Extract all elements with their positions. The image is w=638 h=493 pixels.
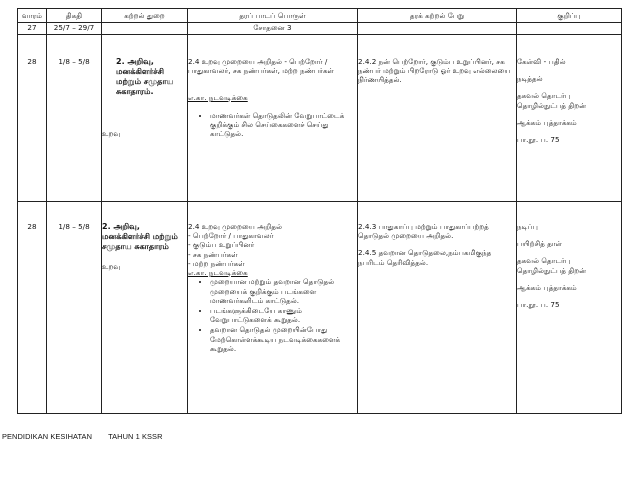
learning-area-title: 2. அறிவு, மனக்கிளர்ச்சி மற்றும் சமுதாய சுகாதாரம் — [102, 222, 178, 251]
week-cell: 28 — [18, 35, 47, 202]
content-item: - மற்ற நண்பர்கள் — [188, 258, 245, 268]
footer-year: TAHUN 1 KSSR — [108, 432, 163, 441]
header-week: வாரம் — [18, 9, 47, 23]
note-item: நடித்தல் — [517, 74, 543, 84]
header-date: திகதி — [47, 9, 102, 23]
notes-cell — [517, 202, 622, 414]
note-item: தகவல் தொடர்பு தொழில்நுட்பத் திறன் — [517, 91, 587, 110]
date-cell: 25/7 – 29/7 — [47, 23, 102, 35]
note-item: பா.நூ. ப. 75 — [517, 135, 560, 145]
date-cell: 1/8 – 5/8 — [47, 35, 102, 202]
note-item: பயிற்சித் தாள் — [517, 239, 563, 249]
activity-heading: எ.கா. நடவடிக்கை — [188, 93, 248, 103]
learning-outcome: 2.4.3 பாதுகாப்பு மற்றும் பாதுகாப்பற்றத் தொடுதல் முறையை அறிதல். — [358, 222, 489, 241]
row-week-27 — [18, 23, 622, 35]
activity-item: • தவறான தொடுதல் முறையின்போது மேற்கொள்ளக்கூடிய நடவடிக்கைகளைக் கூறுதல். — [210, 325, 357, 353]
week-cell: 28 — [18, 202, 47, 414]
learning-area-title: 2. அறிவு, மனக்கிளர்ச்சி மற்றும் சமுதாய சுகாதாரம். — [116, 57, 174, 96]
activity-heading: எ.கா. நடவடிக்கை — [188, 268, 248, 278]
note-item: ஆக்கம் புத்தாக்கம் — [517, 117, 577, 127]
header-learning-standard: தரக் கற்றல் பேறு — [358, 9, 517, 23]
content-title: 2.4 உறவு முறையை அறிதல் — [188, 222, 283, 231]
content-main: 2.4 உறவு முறையை அறிதல் - பெற்றோர் / பாதுகாவலர், சக நண்பர்கள், மற்ற நண்பர்கள் — [188, 57, 335, 76]
note-item: கேள்வி - பதில் — [517, 57, 566, 66]
page-footer — [2, 432, 177, 441]
header-row — [18, 9, 622, 23]
empty-cell — [358, 23, 517, 35]
content-item: - குடும்ப உறுப்பினர் — [188, 240, 255, 250]
lesson-plan-table — [17, 8, 622, 414]
learning-area-sub: உறவு — [102, 129, 121, 138]
empty-cell — [517, 23, 622, 35]
learning-standard-cell — [358, 202, 517, 414]
empty-cell — [102, 23, 188, 35]
header-learning-area: கற்றல் துறை — [102, 9, 188, 23]
activity-item: • முறையான மற்றும் தவறான தொடுதல் முறையைக் குறிக்கும் படங்களை மாணவர்களிடம் காட்டுதல். — [210, 277, 357, 305]
note-item: ஆக்கம் புத்தாக்கம் — [517, 282, 577, 292]
exam-label: சோதனை 3 — [188, 23, 358, 35]
activity-item: • மாணவர்கள் தொடுதலின் வேறுபாட்டைக் குறிக்கும் சில செய்கைகளைச் செய்து காட்டுதல். — [210, 111, 357, 139]
content-item: - சக நண்பர்கள் — [188, 249, 238, 259]
learning-area-cell — [102, 202, 188, 414]
content-standard-cell — [188, 202, 358, 414]
learning-area-cell — [102, 35, 188, 202]
week-cell: 27 — [18, 23, 47, 35]
row-week-28-a — [18, 35, 622, 202]
row-week-28-b — [18, 202, 622, 414]
learning-standard-cell — [358, 35, 517, 202]
learning-outcome: 2.4.2 நன் பெற்றோர், குடும்ப உறுப்பினர், சக நண்பர் மற்றும் பிறரோடு ஓர் உறவு எல்லையை நிர்ணயித்தல். — [358, 57, 511, 85]
header-notes: குறிப்பு — [517, 9, 622, 23]
note-item: பா.நூ. ப. 75 — [517, 300, 560, 310]
content-standard-cell — [188, 35, 358, 202]
header-content-standard: தரப் பாடப் பொருள் — [188, 9, 358, 23]
date-cell: 1/8 – 5/8 — [47, 202, 102, 414]
activity-item: • படங்களுக்கிடையே காணும் வேறுபாட்டுகளைக் கூறுதல். — [210, 306, 357, 324]
note-item: நடிப்பு — [517, 222, 539, 231]
learning-area-sub: உறவு — [102, 262, 121, 271]
learning-outcome: 2.4.5 தவறான தொடுதலை,நம்பகமிகுந்த நபரிடம் தெரிவித்தல். — [358, 248, 492, 267]
notes-cell — [517, 35, 622, 202]
footer-subject: PENDIDIKAN KESIHATAN — [2, 432, 93, 441]
activity-list — [188, 277, 357, 353]
note-item: தகவல் தொடர்பு தொழில்நுட்பத் திறன் — [517, 256, 587, 275]
activity-list — [188, 111, 357, 139]
content-item: - பெற்றோர் / பாதுகாவலர் — [188, 231, 274, 241]
